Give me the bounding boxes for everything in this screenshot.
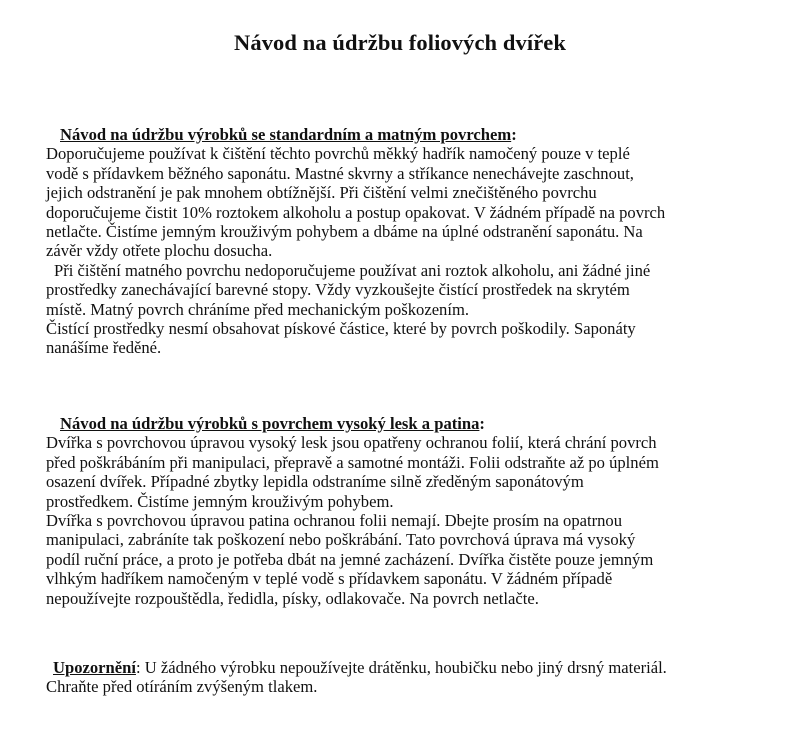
section-heading-line — [46, 414, 766, 433]
warning-line-2: Chraňte před otíráním zvýšeným tlakem. — [46, 677, 318, 697]
warning-label: Upozornění — [53, 658, 136, 677]
section-heading-line — [46, 125, 766, 144]
section-high-gloss-patina — [46, 414, 766, 608]
paragraph-line: osazení dvířek. Případné zbytky lepidla odstraníme silně zředěným saponátovým — [46, 472, 584, 492]
paragraph-line: prostředkem. Čistíme jemným krouživým pohybem. — [46, 491, 394, 511]
paragraph-line: manipulaci, zabráníte tak poškození nebo poškrábání. Tato povrchová úprava má vysoký — [46, 530, 636, 550]
warning-section — [46, 658, 766, 697]
paragraph-line: netlačte. Čistíme jemným krouživým pohybem a dbáme na úplné odstranění saponátu. Na — [46, 222, 643, 242]
paragraph-line: prostředky zanechávající barevné stopy. Vždy vyzkoušejte čistící prostředek na skrytém — [46, 280, 630, 300]
paragraph-line: nepoužívejte rozpouštědla, ředidla, písky, odlakovače. Na povrch netlačte. — [46, 588, 539, 608]
section-standard-matte — [46, 125, 766, 358]
paragraph-line: Dvířka s povrchovou úpravou patina ochranou folii nemají. Dbejte prosím na opatrnou — [46, 511, 623, 531]
paragraph-line: jejich odstranění je pak mnohem obtížnější. Při čištění velmi znečištěného povrchu — [46, 183, 597, 203]
paragraph-line: místě. Matný povrch chráníme před mechanickým poškozením. — [46, 299, 470, 319]
paragraph-line: vlhkým hadříkem namočeným v teplé vodě s přídavkem saponátu. V žádném případě — [46, 569, 613, 589]
paragraph-line: Dvířka s povrchovou úpravou vysoký lesk jsou opatřeny ochranou folií, která chrání povrch — [46, 433, 657, 453]
section-heading: Návod na údržbu výrobků se standardním a matným povrchem — [60, 125, 512, 144]
warning-line — [46, 658, 766, 677]
paragraph-line: doporučujeme čistit 10% roztokem alkoholu a postup opakovat. V žádném případě na povrch — [46, 202, 666, 222]
paragraph-line: nanášíme ředěné. — [46, 338, 162, 358]
paragraph-line: Při čištění matného povrchu nedoporučujeme používat ani roztok alkoholu, ani žádné jiné — [54, 260, 651, 280]
heading-colon: : — [511, 125, 517, 144]
paragraph-line: podíl ruční práce, a proto je potřeba dbát na jemné zacházení. Dvířka čistěte pouze jemným — [46, 549, 654, 569]
heading-colon: : — [479, 414, 485, 433]
paragraph-line: Doporučujeme používat k čištění těchto povrchů měkký hadřík namočený pouze v teplé — [46, 144, 630, 164]
paragraph-line: vodě s přídavkem běžného saponátu. Mastné skvrny a stříkance nenechávejte zaschnout, — [46, 163, 634, 183]
warning-text: : U žádného výrobku nepoužívejte drátěnku, houbičku nebo jiný drsný materiál. — [135, 658, 667, 677]
paragraph-line: Čistící prostředky nesmí obsahovat pískové částice, které by povrch poškodily. Saponáty — [46, 319, 636, 339]
document-title: Návod na údržbu foliových dvířek — [234, 30, 566, 55]
paragraph-line: závěr vždy otřete plochu dosucha. — [46, 241, 273, 261]
section-heading: Návod na údržbu výrobků s povrchem vysoký lesk a patina — [60, 414, 480, 433]
paragraph-line: před poškrábáním při manipulaci, přepravě a samotné montáži. Folii odstraňte až po úplném — [46, 452, 659, 472]
